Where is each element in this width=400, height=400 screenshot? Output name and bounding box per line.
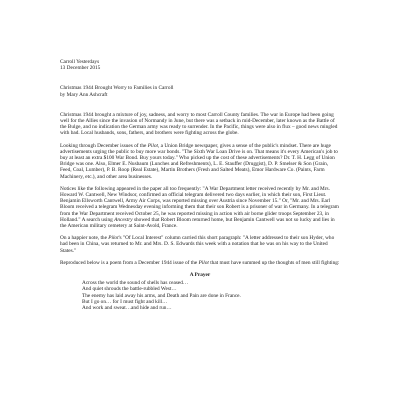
paragraph-4 [60,235,340,254]
paragraph-5-pilot: Pilot [198,259,209,266]
article-heading [60,85,340,97]
paragraph-3 [60,186,340,229]
paragraph-4-b: 's "Of Local Interest" column carried this short paragraph: "A letter addressed to their son Hyder, who had been in China, was returned to Mr. and Mrs. D. S. Edwards this week with a notation that he was on his way to the United States." [60,235,335,254]
paragraph-2-b: , a Union Bridge newspaper, gives a sense of the public's mindset. There are huge advertisements urging the public to buy more war bonds. "The Sixth War Loan Drive is on. That means it's every American's job to buy at least an extra $100 War Bond. Buy yours today." Who picked up the cost of these advertisements? Dr. T. H. Legg of Union Bridge was one. Also, Elmer E. Nusbaum (Lunches and Refreshments), L. E. Stauffer (Druggist), D. P. Smelser & Son (Grain, Feed, Coal, Lumber), P. B. Roop (Real Estate), Martin Brothers (Fresh and Salted Meats), Emor Hardware Co. (Paints, Farm Machinery, etc.), and other area businesses. [60,142,338,180]
paragraph-5-a: Reproduced below is a poem from a December 1944 issue of the [60,259,199,266]
paragraph-5-b: that must have summed up the thoughts of men still fighting: [208,259,340,266]
column-date: 13 December 2015 [60,65,101,72]
column-name: Carroll Yesterdays [60,59,100,65]
poem-line: And quiet shrouds the battle-rubbled West… [82,286,177,293]
article-title: Christmas 1944 Brought Worry to Families in Carroll [60,85,174,92]
paragraph-2-pilot: Pilot [147,142,158,149]
paragraph-3-b: showed that Robert Bloom returned home, but Benjamin Cantwell was not so lucky and lies in the American military cemetery at Saint-Avold, France. [60,216,335,230]
paragraph-5 [60,260,340,266]
paragraph-2-a: Looking through December issues of the [60,142,148,149]
poem-line: But I go on… for I must fight and kill… [82,298,168,305]
paragraph-1: Christmas 1944 brought a mixture of joy, sadness, and worry to most Carroll County families. The war in Europe had been going well for the Allies since the invasion of Normandy in June, but there was a setback in mid-December, later known as the Battle of the Bulge, and no indication the German army was ready to surrender. In the Pacific, things were also in flux – good news mingled with bad. Local husbands, sons, fathers, and brothers were fighting across the globe. [60,111,338,137]
poem [82,280,340,311]
paragraph-4-a: On a happier note, the [60,235,109,242]
paragraph-4-pilot: Pilot [108,235,119,242]
paragraph-2 [60,143,340,180]
article-byline: by Mary Ann Ashcraft [60,91,108,98]
poem-title: A Prayer [189,272,211,279]
poem-line: And work and sweat…and hide and run… [82,305,172,312]
paragraph-3-a: Notices like the following appeared in the paper all too frequently: "A War Department letter received recently by Mr. and Mrs. Howard W. Cantwell, New Windsor, confirmed an official telegram delivered two days earlier, in which their son, First Lieut. Benjamin Ellsworth Cantwell, Army Air Corps, was reported missing over Austria since November 15." Or, "Mr. and Mrs. Earl Bloom received a telegram Wednesday evening informing them that their son Robert is a prisoner of war in Germany. In a telegram from the War Department received October 25, he was reported missing in action with air borne glider troops September 23, in Holland." A search using [60,185,339,223]
poem-line: The enemy has laid away his arms, and Death and Pain are done in France. [82,292,241,299]
poem-line: Across the world the sound of shells has ceased… [82,280,189,287]
paragraph-3-ancestry: Ancestry [114,216,133,223]
